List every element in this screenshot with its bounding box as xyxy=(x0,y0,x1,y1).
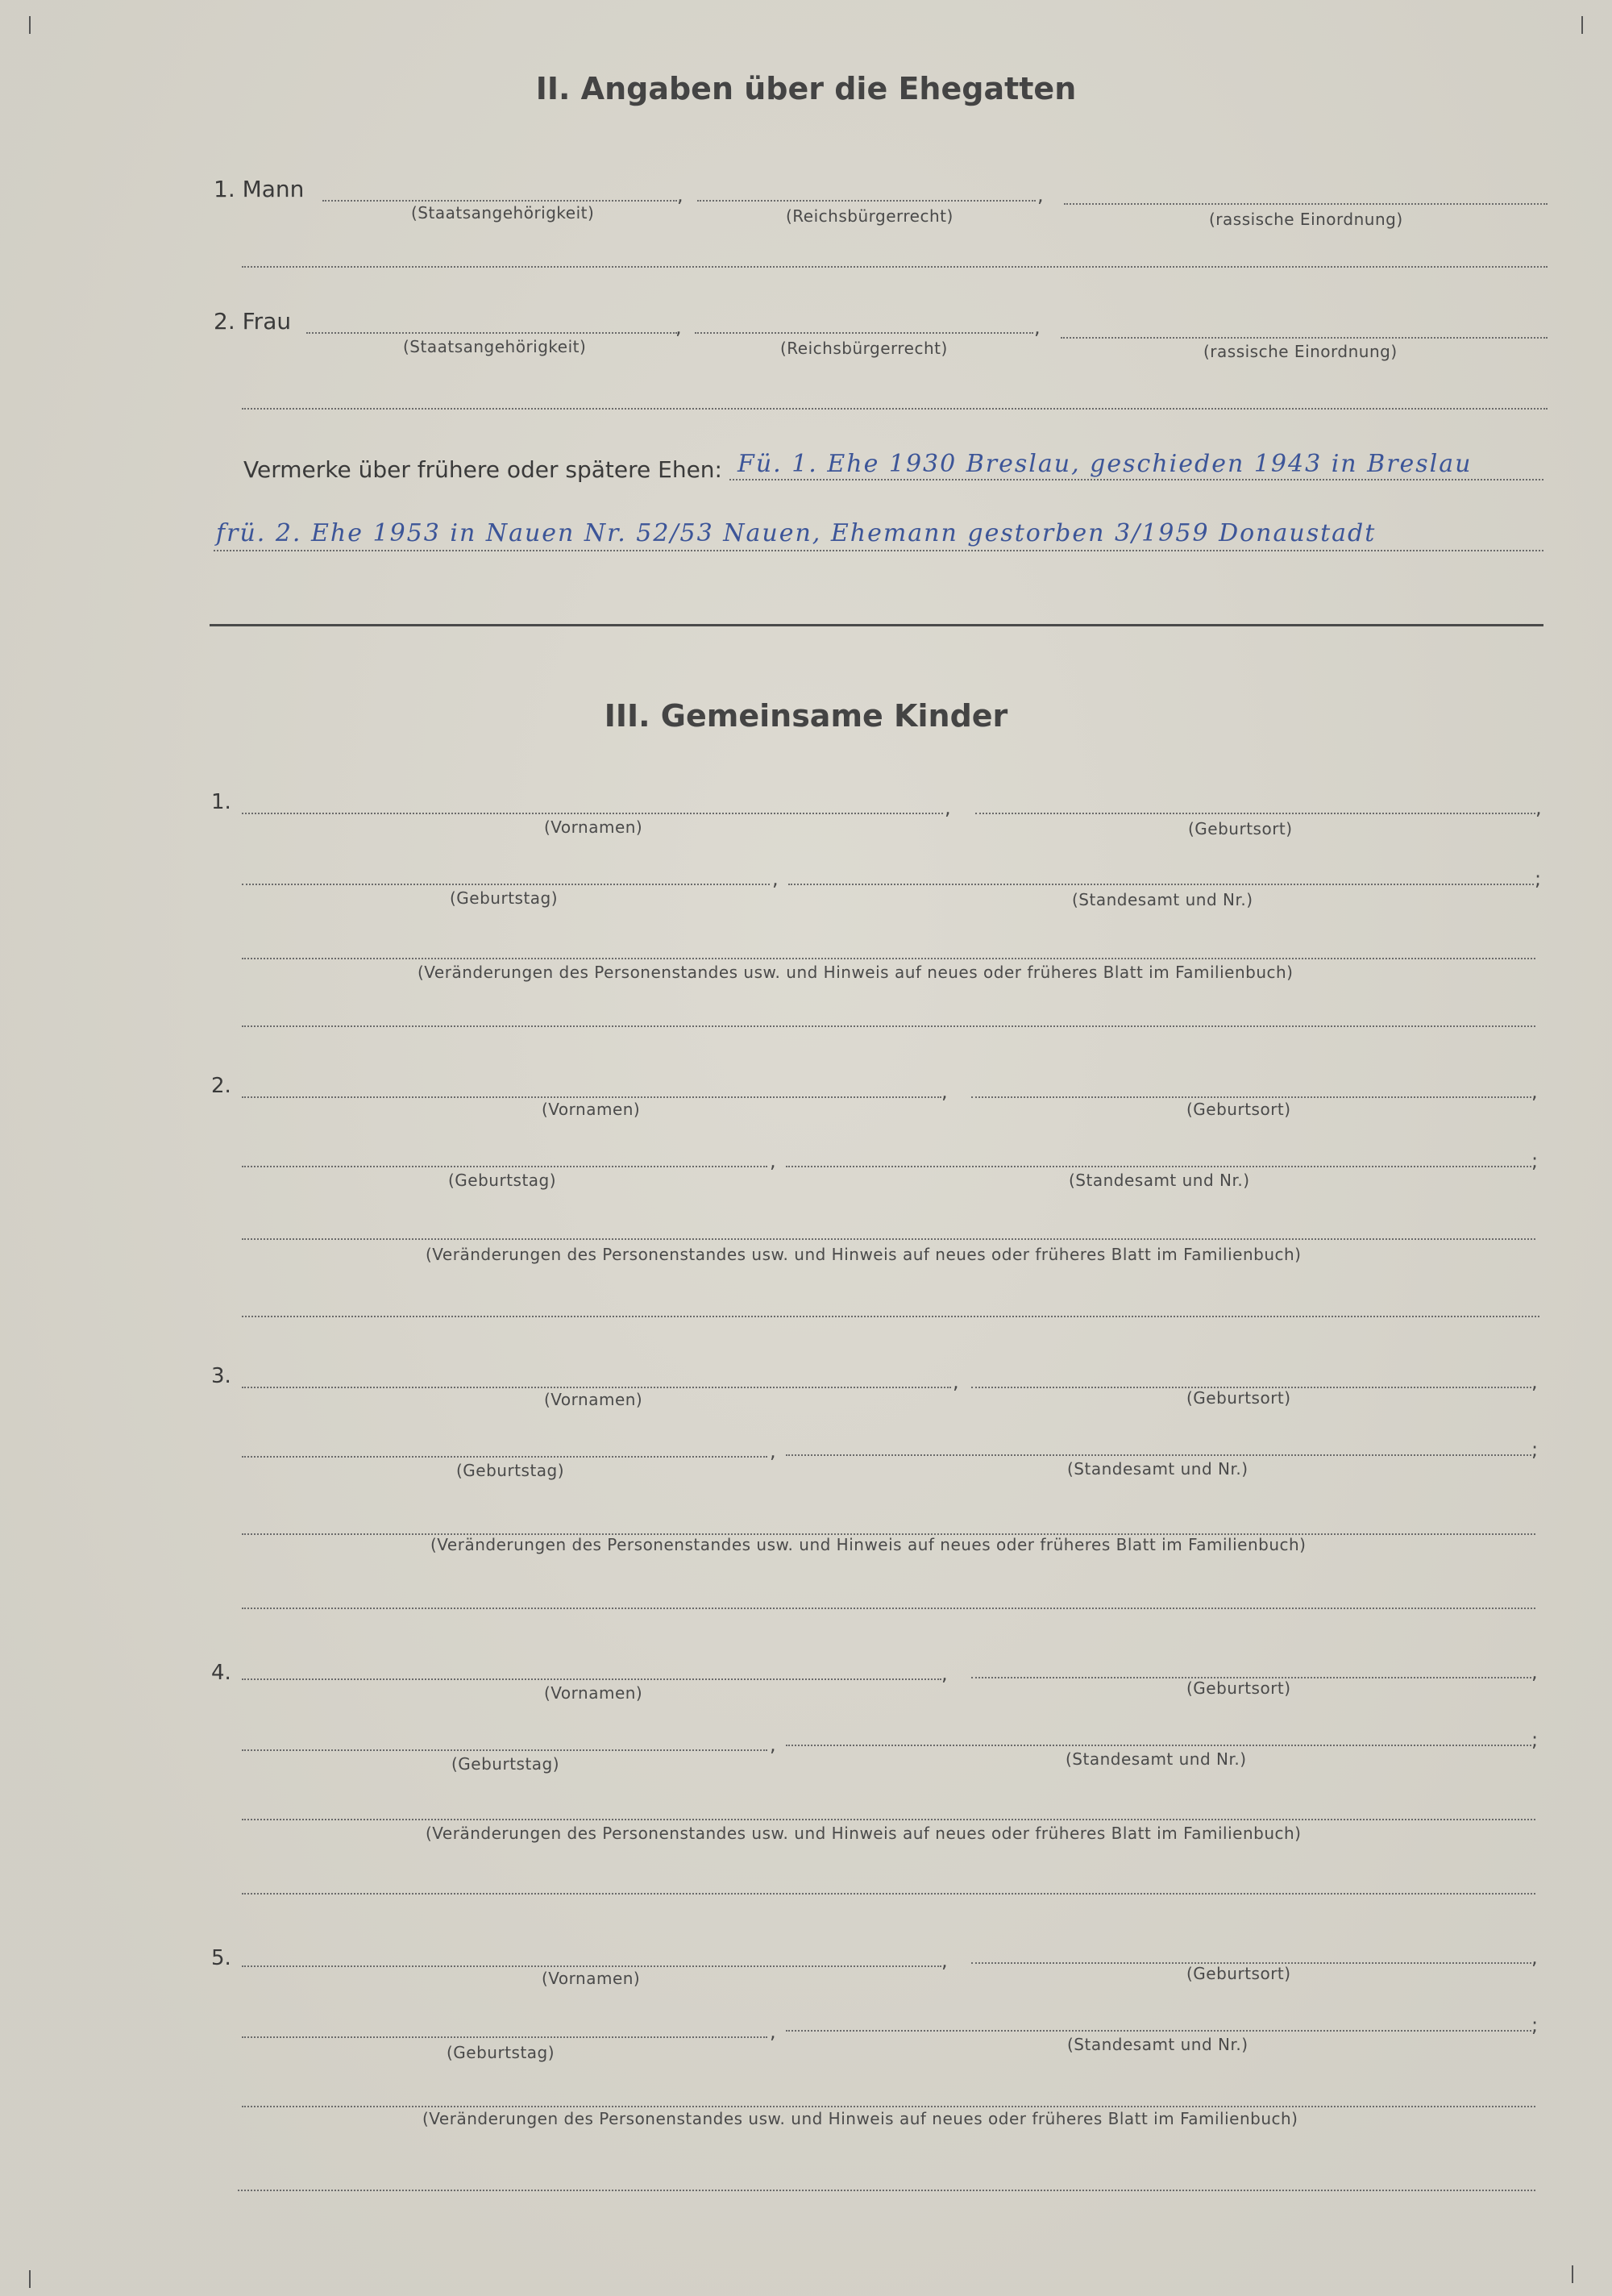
mann-extra-line[interactable] xyxy=(242,266,1548,268)
child-cap-standesamt: (Standesamt und Nr.) xyxy=(1069,1171,1250,1190)
child-geburtstag-field[interactable] xyxy=(242,2036,767,2038)
child-geburtsort-field[interactable] xyxy=(971,1096,1531,1098)
child-veraenderungen-field[interactable] xyxy=(242,2106,1535,2107)
vermerke-field-1[interactable] xyxy=(729,479,1543,480)
comma: , xyxy=(677,184,683,206)
mann-staat-field[interactable] xyxy=(322,200,677,202)
child-cap-vornamen: (Vornamen) xyxy=(544,1683,643,1703)
child-veraenderungen-field[interactable] xyxy=(242,958,1535,959)
mann-cap-staat: (Staatsangehörigkeit) xyxy=(411,203,595,223)
section-divider xyxy=(210,624,1543,626)
child-cap-geburtsort: (Geburtsort) xyxy=(1186,1100,1291,1119)
child-number: 2. xyxy=(211,1074,231,1098)
edge-mark-top-left xyxy=(29,16,31,34)
child-cap-veraenderungen: (Veränderungen des Personenstandes usw. und Hinweis auf neues oder früheres Blatt im Familienbuch) xyxy=(418,963,1294,982)
child-cap-veraenderungen: (Veränderungen des Personenstandes usw. und Hinweis auf neues oder früheres Blatt im Familienbuch) xyxy=(426,1824,1302,1843)
child-cap-geburtstag: (Geburtstag) xyxy=(451,1754,560,1774)
child-cap-veraenderungen: (Veränderungen des Personenstandes usw. und Hinweis auf neues oder früheres Blatt im Familienbuch) xyxy=(422,2109,1298,2128)
mann-cap-rasse: (rassische Einordnung) xyxy=(1209,210,1403,229)
comma: , xyxy=(1531,1371,1538,1393)
child-cap-geburtstag: (Geburtstag) xyxy=(447,2043,555,2062)
comma: , xyxy=(1531,1946,1538,1969)
child-cap-veraenderungen: (Veränderungen des Personenstandes usw. und Hinweis auf neues oder früheres Blatt im Familienbuch) xyxy=(426,1245,1302,1264)
mann-label: 1. Mann xyxy=(214,176,305,202)
child-veraenderungen-field[interactable] xyxy=(242,1238,1535,1240)
child-extra-line[interactable] xyxy=(242,1025,1535,1027)
mann-reich-field[interactable] xyxy=(697,200,1036,202)
frau-staat-field[interactable] xyxy=(306,332,677,334)
child-vornamen-field[interactable] xyxy=(242,1096,941,1098)
child-standesamt-field[interactable] xyxy=(786,2030,1531,2032)
child-standesamt-field[interactable] xyxy=(788,884,1534,885)
child-cap-standesamt: (Standesamt und Nr.) xyxy=(1072,890,1253,909)
comma: , xyxy=(772,867,779,890)
vermerke-field-2[interactable] xyxy=(214,550,1543,551)
frau-cap-reich: (Reichsbürgerrecht) xyxy=(780,339,948,358)
child-cap-geburtstag: (Geburtstag) xyxy=(456,1461,565,1480)
comma: , xyxy=(953,1371,959,1393)
child-extra-line[interactable] xyxy=(238,2190,1535,2191)
child-geburtstag-field[interactable] xyxy=(242,1749,767,1751)
child-number: 5. xyxy=(211,1946,231,1970)
vermerke-handwriting-1: Fü. 1. Ehe 1930 Breslau, geschieden 1943 in Breslau xyxy=(737,450,1473,478)
vermerke-handwriting-2: frü. 2. Ehe 1953 in Nauen Nr. 52/53 Nauen, Ehemann gestorben 3/1959 Donaustadt xyxy=(216,519,1377,547)
semicolon: ; xyxy=(1531,2014,1539,2036)
edge-mark-top-right xyxy=(1581,16,1583,34)
comma: , xyxy=(1034,316,1041,339)
child-cap-geburtsort: (Geburtsort) xyxy=(1186,1678,1291,1698)
child-vornamen-field[interactable] xyxy=(242,1678,941,1680)
child-cap-geburtstag: (Geburtstag) xyxy=(450,888,559,908)
comma: , xyxy=(1531,1080,1538,1103)
frau-cap-rasse: (rassische Einordnung) xyxy=(1203,342,1398,361)
child-cap-geburtsort: (Geburtsort) xyxy=(1186,1964,1291,1983)
section-title-kinder: III. Gemeinsame Kinder xyxy=(604,698,1008,734)
child-cap-standesamt: (Standesamt und Nr.) xyxy=(1067,2035,1248,2054)
child-cap-vornamen: (Vornamen) xyxy=(544,1390,643,1409)
semicolon: ; xyxy=(1531,1728,1539,1751)
comma: , xyxy=(941,1949,948,1972)
comma: , xyxy=(770,1440,776,1462)
child-standesamt-field[interactable] xyxy=(786,1745,1531,1746)
child-cap-standesamt: (Standesamt und Nr.) xyxy=(1067,1459,1248,1479)
edge-mark-bottom-right xyxy=(1572,2265,1573,2283)
child-standesamt-field[interactable] xyxy=(786,1166,1531,1167)
frau-cap-staat: (Staatsangehörigkeit) xyxy=(403,337,587,356)
semicolon: ; xyxy=(1531,1150,1539,1172)
child-geburtsort-field[interactable] xyxy=(975,813,1535,814)
child-geburtstag-field[interactable] xyxy=(242,884,770,885)
child-cap-geburtsort: (Geburtsort) xyxy=(1186,1388,1291,1408)
frau-label: 2. Frau xyxy=(214,308,292,335)
child-standesamt-field[interactable] xyxy=(786,1454,1531,1456)
child-extra-line[interactable] xyxy=(242,1316,1539,1317)
child-cap-standesamt: (Standesamt und Nr.) xyxy=(1066,1749,1247,1769)
child-number: 4. xyxy=(211,1661,231,1685)
comma: , xyxy=(1037,184,1044,206)
semicolon: ; xyxy=(1531,1438,1539,1461)
child-cap-vornamen: (Vornamen) xyxy=(542,1100,641,1119)
child-cap-geburtsort: (Geburtsort) xyxy=(1188,819,1293,838)
child-number: 3. xyxy=(211,1364,231,1388)
child-vornamen-field[interactable] xyxy=(242,813,943,814)
comma: , xyxy=(941,1080,948,1103)
mann-rasse-field[interactable] xyxy=(1064,203,1548,205)
comma: , xyxy=(941,1662,948,1685)
child-vornamen-field[interactable] xyxy=(242,1965,941,1967)
edge-mark-bottom-left xyxy=(29,2270,31,2288)
child-vornamen-field[interactable] xyxy=(242,1387,951,1388)
mann-cap-reich: (Reichsbürgerrecht) xyxy=(786,206,953,226)
comma: , xyxy=(675,316,682,339)
comma: , xyxy=(770,1150,776,1172)
frau-reich-field[interactable] xyxy=(695,332,1033,334)
frau-rasse-field[interactable] xyxy=(1061,337,1548,339)
comma: , xyxy=(770,2020,776,2043)
child-extra-line[interactable] xyxy=(242,1893,1535,1895)
frau-extra-line[interactable] xyxy=(242,408,1548,410)
child-extra-line[interactable] xyxy=(242,1608,1535,1609)
comma: , xyxy=(1531,1661,1538,1683)
child-number: 1. xyxy=(211,790,231,814)
child-cap-geburtstag: (Geburtstag) xyxy=(448,1171,557,1190)
child-geburtstag-field[interactable] xyxy=(242,1166,767,1167)
section-title-ehegatten: II. Angaben über die Ehegatten xyxy=(535,71,1077,106)
comma: , xyxy=(770,1733,776,1756)
child-cap-vornamen: (Vornamen) xyxy=(544,817,643,837)
child-geburtstag-field[interactable] xyxy=(242,1456,767,1458)
child-veraenderungen-field[interactable] xyxy=(242,1819,1535,1820)
semicolon: ; xyxy=(1535,867,1542,890)
comma: , xyxy=(945,797,951,819)
child-cap-vornamen: (Vornamen) xyxy=(542,1969,641,1988)
vermerke-label: Vermerke über frühere oder spätere Ehen: xyxy=(243,456,722,483)
comma: , xyxy=(1535,797,1542,819)
child-cap-veraenderungen: (Veränderungen des Personenstandes usw. und Hinweis auf neues oder früheres Blatt im Familienbuch) xyxy=(430,1535,1307,1554)
